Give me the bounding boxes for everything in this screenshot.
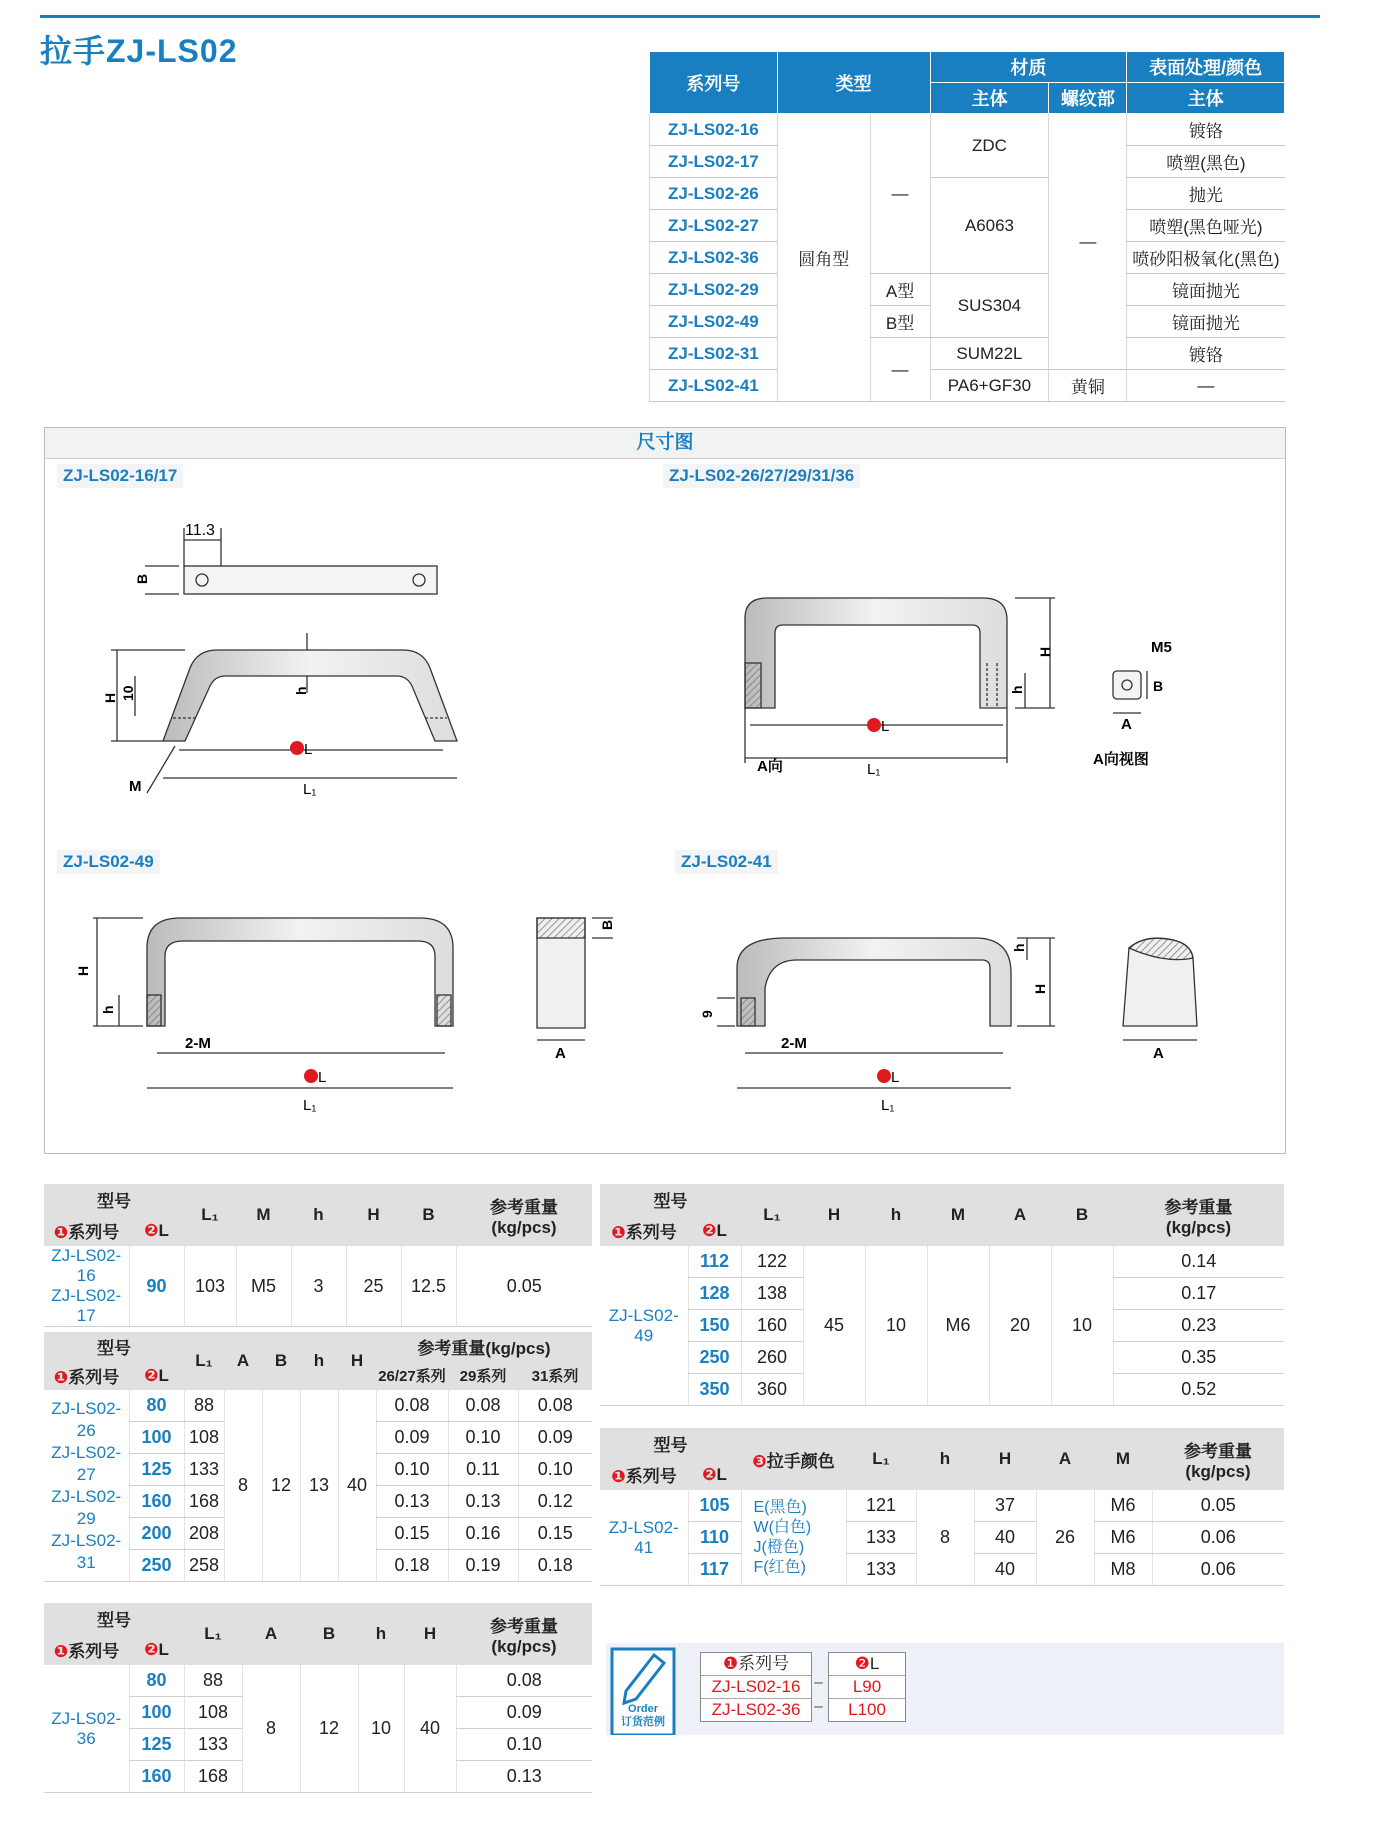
weight-cell: 0.35 (1113, 1342, 1284, 1374)
h-big-value: 40 (338, 1390, 376, 1582)
m-value: M6 (1094, 1522, 1152, 1554)
order-series-box (700, 1652, 812, 1722)
weight-cell: 0.52 (1113, 1374, 1284, 1406)
drawing-16-17-front-view (111, 633, 457, 793)
series-cell: ZJ-LS02-36 (44, 1665, 129, 1793)
table-36 (44, 1603, 592, 1793)
col-h-small: h (865, 1184, 927, 1246)
col-weight: 参考重量 (kg/pcs) (456, 1603, 592, 1665)
series-cell: ZJ-LS02-49 (600, 1246, 688, 1406)
h-small-value: 8 (916, 1490, 974, 1586)
l-value: 350 (688, 1374, 741, 1406)
col-type: 类型 (777, 52, 930, 114)
dim-11-3-label: 11.3 (185, 522, 215, 539)
dim49-2m-label: 2-M (185, 1035, 211, 1052)
dim-b-label: B (134, 573, 150, 584)
col-l: ❷L (688, 1215, 741, 1246)
surface-cell: — (1127, 370, 1285, 402)
l-value: 112 (688, 1246, 741, 1278)
weight-cell: 0.06 (1152, 1554, 1284, 1586)
col-l: ❷L (688, 1459, 741, 1490)
col-model: 型号 (44, 1332, 184, 1361)
h-big-value: 45 (803, 1246, 865, 1406)
dim49-l1-label: L₁ (303, 1097, 317, 1114)
surface-cell: 镀铬 (1127, 114, 1285, 146)
series-cell: ZJ-LS02-36 (650, 242, 778, 274)
l1-value: 133 (184, 1454, 224, 1486)
l1-value: 88 (184, 1390, 224, 1422)
value-cell: 103 (184, 1246, 236, 1327)
surface-cell: 镀铬 (1127, 338, 1285, 370)
series-cell: ZJ-LS02-29 (650, 274, 778, 306)
l-value: 80 (129, 1665, 184, 1697)
drawing-49-front-view (93, 918, 613, 1088)
dim41-a-label: A (1153, 1045, 1164, 1062)
series-cell: ZJ-LS02-17 (650, 146, 778, 178)
col-l1: L₁ (184, 1184, 236, 1246)
l-marker-dot (877, 1069, 891, 1083)
a-value: 26 (1036, 1490, 1094, 1586)
col-weight-31: 31系列 (518, 1361, 592, 1390)
l1-value: 133 (846, 1522, 916, 1554)
h-big-value: 40 (974, 1554, 1036, 1586)
material-cell: PA6+GF30 (930, 370, 1049, 402)
weight-cell: 0.19 (448, 1550, 518, 1582)
l1-value: 138 (741, 1278, 803, 1310)
l1-value: 133 (846, 1554, 916, 1586)
material-cell: SUS304 (930, 274, 1049, 338)
order-dash: – (814, 1674, 823, 1691)
dim-h-big-label: H (102, 692, 118, 703)
order-icon-text-cn: 订货范例 (621, 1716, 665, 1728)
series-cell: ZJ-LS02-16 ZJ-LS02-17 (44, 1246, 129, 1327)
weight-cell: 0.09 (456, 1697, 592, 1729)
l-value: 150 (688, 1310, 741, 1342)
col-h-small: h (916, 1428, 974, 1490)
b-value: 12 (300, 1665, 358, 1793)
l-value: 100 (129, 1697, 184, 1729)
series-cell: ZJ-LS02-41 (600, 1490, 688, 1586)
l-value: 125 (129, 1454, 184, 1486)
col-series: ❶系列号 (600, 1459, 688, 1490)
col-m: M (1094, 1428, 1152, 1490)
weight-cell: 0.10 (518, 1454, 592, 1486)
m-value: M6 (1094, 1490, 1152, 1522)
weight-cell: 0.15 (376, 1518, 448, 1550)
dim49-a-label: A (555, 1045, 566, 1062)
dim41-h-small-label: h (1011, 943, 1027, 952)
dim-h-small-label: h (293, 686, 309, 695)
weight-cell: 0.14 (1113, 1246, 1284, 1278)
order-l-box (828, 1652, 906, 1722)
subtitle-41: ZJ-LS02-41 (675, 850, 778, 874)
dim26-h-small-label: h (1009, 685, 1025, 694)
weight-cell: 0.08 (518, 1390, 592, 1422)
weight-cell: 0.17 (1113, 1278, 1284, 1310)
subtype-cell: A型 (870, 274, 930, 306)
a-view-label: A向视图 (1093, 751, 1149, 768)
l-value: 110 (688, 1522, 741, 1554)
col-thread: 螺纹部 (1049, 83, 1127, 114)
weight-cell: 0.06 (1152, 1522, 1284, 1554)
material-table (649, 51, 1285, 402)
col-l: ❷L (129, 1361, 184, 1390)
order-l-ex1: L90 (829, 1676, 905, 1699)
dim49-h-small-label: h (100, 1005, 116, 1014)
col-series: 系列号 (650, 52, 778, 114)
h-big-value: 37 (974, 1490, 1036, 1522)
l1-value: 122 (741, 1246, 803, 1278)
col-series: ❶系列号 (44, 1361, 129, 1390)
weight-cell: 0.08 (448, 1390, 518, 1422)
weight-cell: 0.23 (1113, 1310, 1284, 1342)
a-value: 8 (242, 1665, 300, 1793)
dim41-l1-label: L₁ (881, 1097, 895, 1114)
series-cell: ZJ-LS02-26 (650, 178, 778, 210)
weight-cell: 0.08 (376, 1390, 448, 1422)
series-cell: ZJ-LS02-41 (650, 370, 778, 402)
col-b: B (401, 1184, 456, 1246)
l-marker-dot (290, 741, 304, 755)
col-body: 主体 (930, 83, 1049, 114)
b-value: 12 (262, 1390, 300, 1582)
surface-cell: 喷塑(黑色哑光) (1127, 210, 1285, 242)
m5-label: M5 (1151, 639, 1172, 656)
h-small-value: 13 (300, 1390, 338, 1582)
surface-cell: 喷砂阳极氧化(黑色) (1127, 242, 1285, 274)
color-cell: E(黑色) W(白色) J(橙色) F(红色) (741, 1490, 846, 1586)
value-cell: 12.5 (401, 1246, 456, 1327)
dim26-b-label: B (1153, 678, 1164, 694)
b-value: 10 (1051, 1246, 1113, 1406)
dim26-a-label: A (1121, 716, 1132, 733)
dim-l1-label: L₁ (303, 781, 317, 798)
col-weight-29: 29系列 (448, 1361, 518, 1390)
dim-l-label: L (304, 741, 313, 758)
col-weight: 参考重量 (kg/pcs) (1113, 1184, 1284, 1246)
material-cell: ZDC (930, 114, 1049, 178)
material-cell: SUM22L (930, 338, 1049, 370)
col-series: ❶系列号 (600, 1215, 688, 1246)
col-weight: 参考重量(kg/pcs) (376, 1332, 592, 1361)
order-dash: – (814, 1698, 823, 1715)
col-h-big: H (974, 1428, 1036, 1490)
l1-value: 258 (184, 1550, 224, 1582)
dim-10-label: 10 (120, 685, 136, 701)
weight-cell: 0.11 (448, 1454, 518, 1486)
dim41-l-label: L (891, 1069, 900, 1086)
l-value: 250 (688, 1342, 741, 1374)
col-model: 型号 (44, 1184, 184, 1215)
dim26-l1-label: L₁ (867, 761, 881, 778)
series-cell: ZJ-LS02-26 ZJ-LS02-27 ZJ-LS02-29 ZJ-LS02-31 (44, 1390, 129, 1582)
subtype-cell: B型 (870, 306, 930, 338)
value-cell: 3 (291, 1246, 346, 1327)
weight-cell: 0.05 (1152, 1490, 1284, 1522)
col-material: 材质 (930, 52, 1127, 83)
weight-cell: 0.10 (376, 1454, 448, 1486)
order-l-ex2: L100 (848, 1700, 886, 1719)
subtitle-16-17: ZJ-LS02-16/17 (57, 464, 183, 488)
weight-cell: 0.10 (448, 1422, 518, 1454)
dim49-b-label: B (599, 919, 615, 930)
col-series: ❶系列号 (44, 1215, 129, 1246)
dimension-panel-heading: 尺寸图 (45, 428, 1285, 459)
col-a: A (242, 1603, 300, 1665)
col-h-big: H (346, 1184, 401, 1246)
value-cell: 25 (346, 1246, 401, 1327)
col-weight-26-27: 26/27系列 (376, 1361, 448, 1390)
col-weight: 参考重量 (kg/pcs) (456, 1184, 592, 1246)
surface-cell: 喷塑(黑色) (1127, 146, 1285, 178)
table-26-31 (44, 1332, 592, 1582)
order-icon (608, 1643, 678, 1735)
dim26-l-label: L (881, 718, 890, 735)
l-value: 160 (129, 1486, 184, 1518)
l1-value: 160 (741, 1310, 803, 1342)
col-l1: L₁ (741, 1184, 803, 1246)
col-b: B (300, 1603, 358, 1665)
order-series-ex2: ZJ-LS02-36 (711, 1700, 801, 1719)
dim49-l-label: L (318, 1069, 327, 1086)
col-h-big: H (404, 1603, 456, 1665)
table-49 (600, 1184, 1284, 1406)
weight-cell: 0.15 (518, 1518, 592, 1550)
l1-value: 208 (184, 1518, 224, 1550)
l-value: 160 (129, 1761, 184, 1793)
table-16-17 (44, 1184, 592, 1327)
col-model: 型号 (44, 1603, 184, 1634)
l1-value: 260 (741, 1342, 803, 1374)
l-value: 117 (688, 1554, 741, 1586)
top-rule (40, 15, 1320, 18)
drawing-41-front-view (717, 938, 1197, 1088)
col-surface-body: 主体 (1127, 83, 1285, 114)
weight-cell: 0.13 (456, 1761, 592, 1793)
l-marker-dot (867, 718, 881, 732)
weight-cell: 0.05 (456, 1246, 592, 1327)
thread-cell: — (1049, 114, 1127, 370)
page-title: 拉手ZJ-LS02 (40, 33, 238, 69)
drawing-26-36-front-view (745, 598, 1147, 763)
col-surface: 表面处理/颜色 (1127, 52, 1285, 83)
subtitle-49: ZJ-LS02-49 (57, 850, 160, 874)
weight-cell: 0.18 (376, 1550, 448, 1582)
subtype-cell: — (870, 114, 930, 274)
col-weight: 参考重量 (kg/pcs) (1152, 1428, 1284, 1490)
col-l1: L₁ (184, 1332, 224, 1390)
col-model: 型号 (600, 1184, 741, 1215)
weight-cell: 0.13 (448, 1486, 518, 1518)
l1-value: 88 (184, 1665, 242, 1697)
col-l1: L₁ (184, 1603, 242, 1665)
dimension-drawings (45, 428, 1285, 1153)
col-a: A (1036, 1428, 1094, 1490)
l-value: 105 (688, 1490, 741, 1522)
order-series-head: ❶系列号 (701, 1653, 811, 1676)
col-model: 型号 (600, 1428, 741, 1459)
material-cell: A6063 (930, 178, 1049, 274)
surface-cell: 镜面抛光 (1127, 306, 1285, 338)
order-series-ex1: ZJ-LS02-16 (701, 1676, 811, 1699)
l1-value: 108 (184, 1422, 224, 1454)
a-value: 8 (224, 1390, 262, 1582)
l-value: 128 (688, 1278, 741, 1310)
weight-cell: 0.13 (376, 1486, 448, 1518)
weight-cell: 0.10 (456, 1729, 592, 1761)
l-value: 125 (129, 1729, 184, 1761)
series-cell: ZJ-LS02-27 (650, 210, 778, 242)
col-l: ❷L (129, 1634, 184, 1665)
m-value: M8 (1094, 1554, 1152, 1586)
thread-cell: 黄铜 (1049, 370, 1127, 402)
weight-cell: 0.16 (448, 1518, 518, 1550)
dimension-panel (44, 427, 1286, 1154)
dim26-h-big-label: H (1037, 646, 1053, 657)
dim-m-label: M (129, 778, 142, 795)
weight-cell: 0.18 (518, 1550, 592, 1582)
weight-cell: 0.09 (518, 1422, 592, 1454)
l-value: 80 (129, 1390, 184, 1422)
dim41-2m-label: 2-M (781, 1035, 807, 1052)
l1-value: 168 (184, 1486, 224, 1518)
h-small-value: 10 (865, 1246, 927, 1406)
m-value: M6 (927, 1246, 989, 1406)
weight-cell: 0.12 (518, 1486, 592, 1518)
subtitle-26-36: ZJ-LS02-26/27/29/31/36 (663, 464, 860, 488)
weight-cell: 0.08 (456, 1665, 592, 1697)
type-cell: 圆角型 (777, 114, 870, 402)
dim41-9-label: 9 (699, 1010, 715, 1018)
l1-value: 121 (846, 1490, 916, 1522)
subtype-cell: — (870, 338, 930, 402)
col-b: B (1051, 1184, 1113, 1246)
h-big-value: 40 (974, 1522, 1036, 1554)
l1-value: 133 (184, 1729, 242, 1761)
surface-cell: 抛光 (1127, 178, 1285, 210)
value-cell: M5 (236, 1246, 291, 1327)
series-cell: ZJ-LS02-31 (650, 338, 778, 370)
l-marker-dot (304, 1069, 318, 1083)
h-big-value: 40 (404, 1665, 456, 1793)
col-b: B (262, 1332, 300, 1390)
l-value: 250 (129, 1550, 184, 1582)
col-series: ❶系列号 (44, 1634, 129, 1665)
surface-cell: 镜面抛光 (1127, 274, 1285, 306)
l1-value: 360 (741, 1374, 803, 1406)
a-direction-label: A向 (757, 758, 783, 775)
col-h-small: h (358, 1603, 404, 1665)
dim49-h-big-label: H (75, 965, 91, 976)
l-value: 90 (129, 1246, 184, 1327)
weight-cell: 0.09 (376, 1422, 448, 1454)
dim41-h-big-label: H (1032, 983, 1048, 994)
col-a: A (989, 1184, 1051, 1246)
order-icon-text-en: Order (628, 1703, 658, 1715)
l-value: 200 (129, 1518, 184, 1550)
col-h-big: H (803, 1184, 865, 1246)
l1-value: 108 (184, 1697, 242, 1729)
h-small-value: 10 (358, 1665, 404, 1793)
col-l1: L₁ (846, 1428, 916, 1490)
col-h-small: h (300, 1332, 338, 1390)
col-l: ❷L (129, 1215, 184, 1246)
col-m: M (927, 1184, 989, 1246)
col-color: ❸拉手颜色 (741, 1428, 846, 1490)
col-a: A (224, 1332, 262, 1390)
table-41 (600, 1428, 1284, 1586)
series-cell: ZJ-LS02-49 (650, 306, 778, 338)
a-value: 20 (989, 1246, 1051, 1406)
order-l-head: ❷L (829, 1653, 905, 1676)
col-h-small: h (291, 1184, 346, 1246)
series-cell: ZJ-LS02-16 (650, 114, 778, 146)
col-m: M (236, 1184, 291, 1246)
l1-value: 168 (184, 1761, 242, 1793)
l-value: 100 (129, 1422, 184, 1454)
col-h-big: H (338, 1332, 376, 1390)
